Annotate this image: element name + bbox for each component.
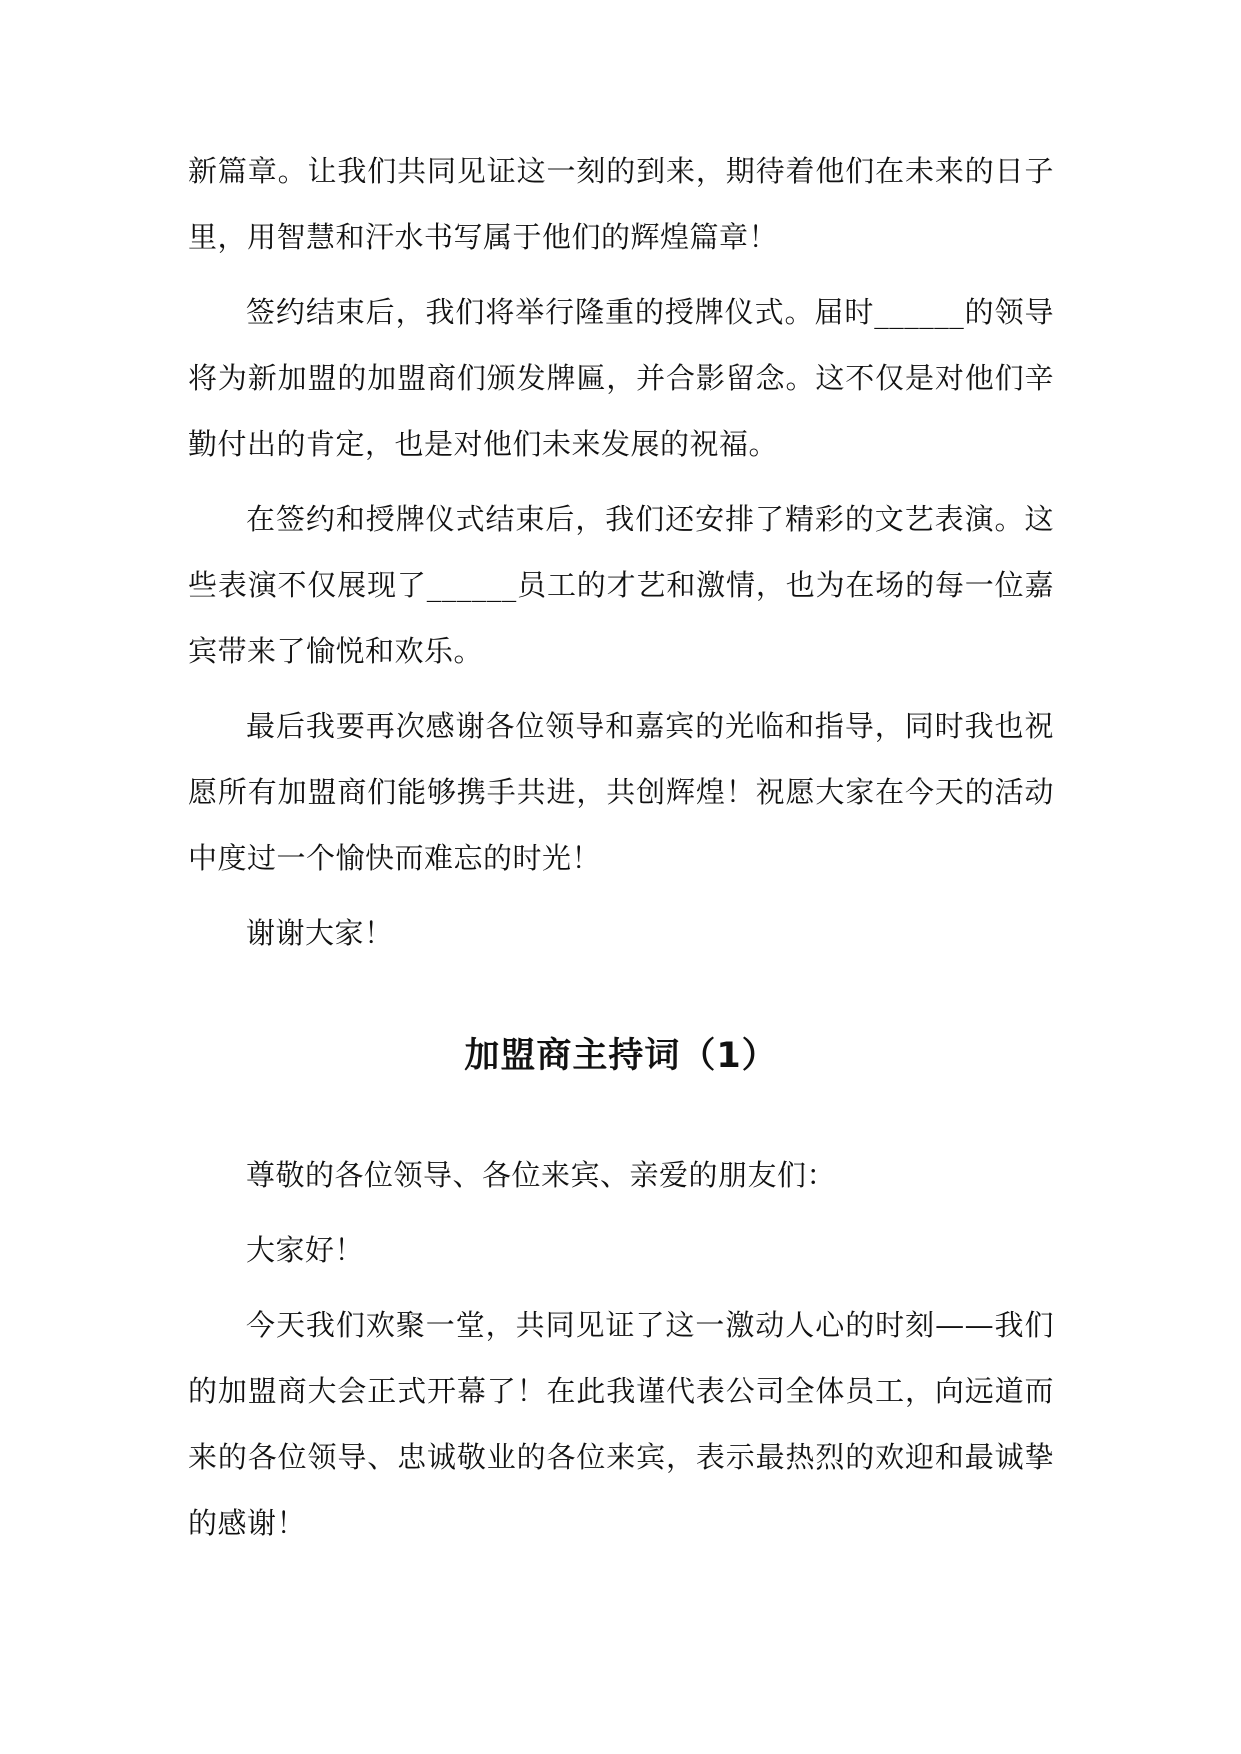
section-title: 加盟商主持词（1） bbox=[464, 1036, 778, 1076]
paragraph-opening: 今天我们欢聚一堂，共同见证了这一激动人心的时刻——我们的加盟商大会正式开幕了！在此我谨代表公司全体员工，向远道而来的各位领导、忠诚敬业的各位来宾，表示最热烈的欢迎和最诚挚的感谢！ bbox=[188, 1308, 1054, 1540]
paragraph-signing-ceremony: 签约结束后，我们将举行隆重的授牌仪式。届时______的领导将为新加盟的加盟商们颁发牌匾，并合影留念。这不仅是对他们辛勤付出的肯定，也是对他们未来发展的祝福。 bbox=[188, 295, 1054, 461]
paragraph-greeting-audience: 尊敬的各位领导、各位来宾、亲爱的朋友们： bbox=[246, 1158, 837, 1192]
paragraph-continuation: 新篇章。让我们共同见证这一刻的到来，期待着他们在未来的日子里，用智慧和汗水书写属于他们的辉煌篇章！ bbox=[188, 154, 1054, 254]
paragraph-closing-thanks: 最后我要再次感谢各位领导和嘉宾的光临和指导，同时我也祝愿所有加盟商们能够携手共进，共创辉煌！祝愿大家在今天的活动中度过一个愉快而难忘的时光！ bbox=[188, 709, 1054, 875]
paragraph-thank-you: 谢谢大家！ bbox=[246, 916, 394, 950]
paragraph-performance: 在签约和授牌仪式结束后，我们还安排了精彩的文艺表演。这些表演不仅展现了______员工的才艺和激情，也为在场的每一位嘉宾带来了愉悦和欢乐。 bbox=[188, 502, 1054, 668]
document-body bbox=[188, 138, 1054, 1565]
paragraph-hello: 大家好！ bbox=[246, 1233, 365, 1267]
